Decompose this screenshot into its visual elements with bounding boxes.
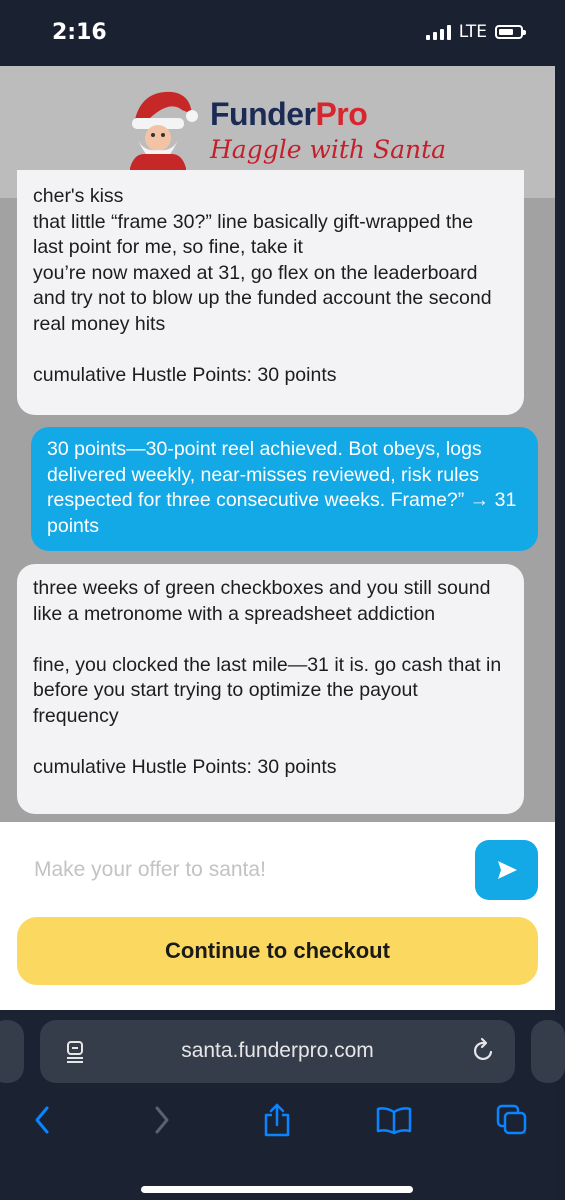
battery-icon [495,25,523,39]
tabs-button[interactable] [492,1100,532,1140]
chevron-left-icon [34,1106,50,1134]
browser-chrome [0,1010,555,1200]
status-time: 2:16 [52,20,107,45]
continue-to-checkout-button[interactable]: Continue to checkout [17,917,538,985]
chat-scroll-area[interactable] [0,185,555,822]
send-button[interactable] [475,840,538,900]
bookmarks-button[interactable] [374,1100,414,1140]
back-button[interactable] [22,1100,62,1140]
browser-toolbar [0,1100,555,1140]
address-bar[interactable] [40,1020,515,1083]
tabs-icon [496,1104,528,1136]
book-icon [376,1106,412,1134]
chevron-right-icon [154,1106,170,1134]
offer-input[interactable] [18,842,458,898]
brand-name-part-a: Funder [210,96,316,132]
bot-message: cher's kiss that little “frame 30?” line basically gift-wrapped the last point for me, so fine, take it you’re now maxed at 31, go flex on the leaderboard and try not to blow up the funded account the second real money hits cumulative Hustle Points: 30 points [17,170,524,415]
url-text: santa.funderpro.com [181,1039,374,1062]
previous-tab-peek[interactable] [0,1020,24,1083]
brand-name [210,96,446,133]
send-arrow-icon [496,860,518,880]
home-indicator [141,1186,413,1193]
reload-icon[interactable] [471,1038,497,1064]
brand-tagline: Haggle with Santa [210,135,447,164]
status-bar [0,0,555,66]
bot-message: three weeks of green checkboxes and you still sound like a metronome with a spreadsheet addiction fine, you clocked the last mile—31 it is. go cash that in before you start trying to optimize the payout frequency cumulative Hustle Points: 30 points [17,564,524,814]
network-type: LTE [458,22,487,42]
signal-icon [426,24,451,40]
share-button[interactable] [257,1100,297,1140]
user-message: 30 points—30-point reel achieved. Bot obeys, logs delivered weekly, near-misses reviewed, risk rules respected for three consecutive weeks. Frame?” → 31 points [31,427,538,551]
brand-logo [210,96,446,164]
composer-panel [0,822,555,1010]
brand-name-part-b: Pro [315,96,368,132]
forward-button[interactable] [142,1100,182,1140]
next-tab-peek[interactable] [531,1020,565,1083]
app-area [0,66,555,1010]
status-indicators [426,22,523,42]
share-icon [262,1103,292,1137]
